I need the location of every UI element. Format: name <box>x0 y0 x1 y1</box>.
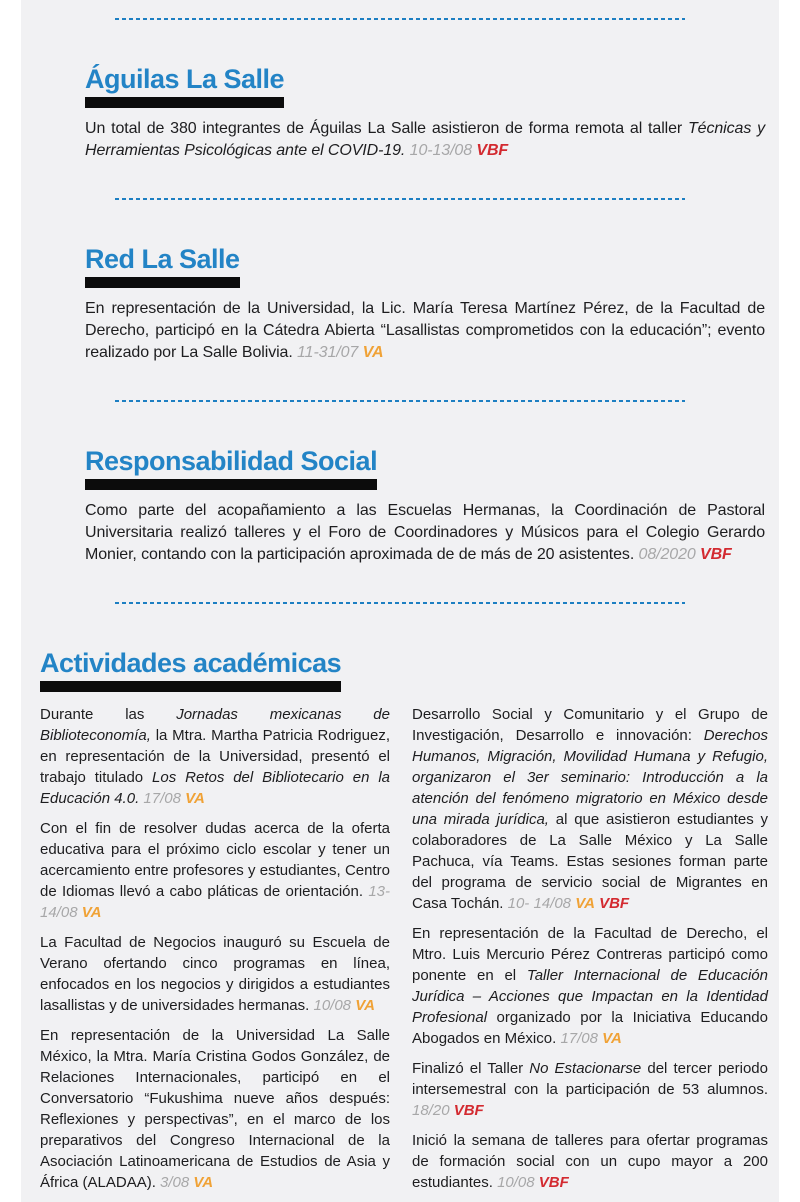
section-title: Águilas La Salle <box>85 64 285 94</box>
news-item <box>40 932 390 1016</box>
date-label: 17/08 <box>143 790 181 807</box>
initials-tag: VA <box>575 895 595 912</box>
initials-tag: VBF <box>599 895 630 912</box>
date-label: 13-14/08 <box>40 883 390 921</box>
initials-tag: VA <box>185 790 205 807</box>
initials-tag: VBF <box>700 546 732 563</box>
text-segment: al que asistieron estudiantes y colaboradores de La Salle México y La Salle Pachuca, vía Teams. Estas sesiones forman parte del programa de servicio social de Migrantes en Casa Tochán. <box>412 811 768 912</box>
section-title: Red La Salle <box>85 244 240 274</box>
date-label: 18/20 <box>412 1102 450 1119</box>
dashed-divider <box>115 602 685 604</box>
text-segment: Jornadas mexicanas de Biblioteconomía, <box>40 706 390 744</box>
text-segment: Como parte del acopañamiento a las Escuelas Hermanas, la Coordinación de Pastoral Universitaria realizó talleres y el Foro de Coordinadores y Músicos para el Colegio Gerardo Monier, contando con la participación aproximada de de más de 20 asistentes. <box>85 502 765 563</box>
text-segment: Finalizó el Taller <box>412 1060 530 1077</box>
title-underline-bar <box>85 479 377 490</box>
text-segment: Inició la semana de talleres para ofertar programas de formación social con un cupo mayor a 200 estudiantes. <box>412 1132 768 1191</box>
section-title-block <box>85 446 377 490</box>
date-label: 17/08 <box>560 1030 598 1047</box>
news-item <box>40 1025 390 1193</box>
initials-tag: VBF <box>476 142 509 159</box>
date-label: 3/08 <box>160 1174 190 1191</box>
news-item <box>412 704 768 914</box>
text-segment: En representación de la Facultad de Derecho, el Mtro. Luis Mercurio Pérez Contreras participó como ponente en el <box>412 925 768 984</box>
news-item <box>412 923 768 1049</box>
text-segment: No Estacionarse <box>529 1060 642 1077</box>
text-segment: Durante las <box>40 706 177 723</box>
title-underline-bar <box>85 97 284 108</box>
left-column <box>40 704 390 1202</box>
text-segment: Derechos Humanos, Migración, Movilidad Humana y Refugio, organizaron el 3er seminario: Introducción a la atención del fenómeno migratorio en México desde una mirada jurídica, <box>412 727 768 828</box>
text-segment: Los Retos del Bibliotecario en la Educación 4.0. <box>40 769 390 807</box>
section-paragraph <box>85 500 765 566</box>
section-actividades-academicas <box>40 648 768 1202</box>
text-segment: del tercer periodo intersemestral con la participación de 53 alumnos. <box>412 1060 768 1098</box>
date-label: 10/08 <box>497 1174 535 1191</box>
section-title-block <box>85 244 240 288</box>
text-segment: La Facultad de Negocios inauguró su Escuela de Verano ofertando cinco programas en línea, enfocados en los negocios y dirigidos a estudiantes lasallistas y de universidades hermanas. <box>40 934 390 1014</box>
right-column <box>412 704 768 1202</box>
text-segment: Desarrollo Social y Comunitario y el Grupo de Investigación, Desarrollo e innovación: <box>412 706 768 744</box>
date-label: 10/08 <box>313 997 352 1014</box>
section-title: Responsabilidad Social <box>85 446 378 476</box>
date-label: 08/2020 <box>638 546 696 563</box>
academic-columns <box>40 704 768 1202</box>
text-segment: En representación de la Universidad, la Lic. María Teresa Martínez Pérez, de la Facultad de Derecho, participó en la Cátedra Abierta “Lasallistas comprometidos con la educación”; evento realizado por La Salle Bolivia. <box>85 300 765 361</box>
section-red-la-salle <box>85 244 765 364</box>
date-label: 11-31/07 <box>297 344 359 361</box>
section-title-block <box>85 64 284 108</box>
page-canvas <box>21 0 779 1202</box>
initials-tag: VBF <box>538 1174 569 1191</box>
news-item <box>412 1130 768 1193</box>
initials-tag: VA <box>81 904 102 921</box>
title-underline-bar <box>85 277 240 288</box>
news-item <box>40 818 390 923</box>
section-paragraph <box>85 118 765 162</box>
academic-title: Actividades académicas <box>40 648 342 678</box>
initials-tag: VA <box>355 997 375 1014</box>
text-segment: Taller Internacional de Educación Jurídica – Acciones que Impactan en la Identidad Profesional <box>412 967 768 1026</box>
section-responsabilidad-social <box>85 446 765 566</box>
initials-tag: VBF <box>453 1102 484 1119</box>
title-underline-bar <box>40 681 341 692</box>
date-label: 10- 14/08 <box>507 895 572 912</box>
dashed-divider <box>115 400 685 402</box>
text-segment: Un total de 380 integrantes de Águilas La Salle asistieron de forma remota al taller <box>85 120 688 137</box>
section-paragraph <box>85 298 765 364</box>
news-item <box>40 704 390 809</box>
news-item <box>412 1058 768 1121</box>
section-title-block <box>40 648 341 692</box>
dashed-divider <box>115 198 685 200</box>
text-segment: Técnicas y Herramientas Psicológicas ante el COVID-19. <box>85 120 765 159</box>
initials-tag: VA <box>362 344 384 361</box>
text-segment: la Mtra. Martha Patricia Rodriguez, en representación de la Universidad, presentó el trabajo titulado <box>40 727 390 786</box>
initials-tag: VA <box>193 1174 214 1191</box>
initials-tag: VA <box>602 1030 622 1047</box>
text-segment: organizado por la Iniciativa Educando Abogados en México. <box>412 1009 768 1047</box>
section-aguilas-la-salle <box>85 64 765 162</box>
text-segment: Con el fin de resolver dudas acerca de la oferta educativa para el próximo ciclo escolar y tener un acercamiento entre profesores y estudiantes, Centro de Idiomas llevó a cabo pláticas de orientación. <box>40 820 390 900</box>
dashed-divider <box>115 18 685 20</box>
date-label: 10-13/08 <box>409 142 473 159</box>
text-segment: En representación de la Universidad La Salle México, la Mtra. María Cristina Godos González, de Relaciones Internacionales, participó en el Conversatorio “Fukushima nueve años después: Reflexiones y perspectivas”, en el marco de los preparativos del Congreso Internacional de la Asociación Latinoamericana de Estudios de Asia y África (ALADAA). <box>40 1027 390 1191</box>
